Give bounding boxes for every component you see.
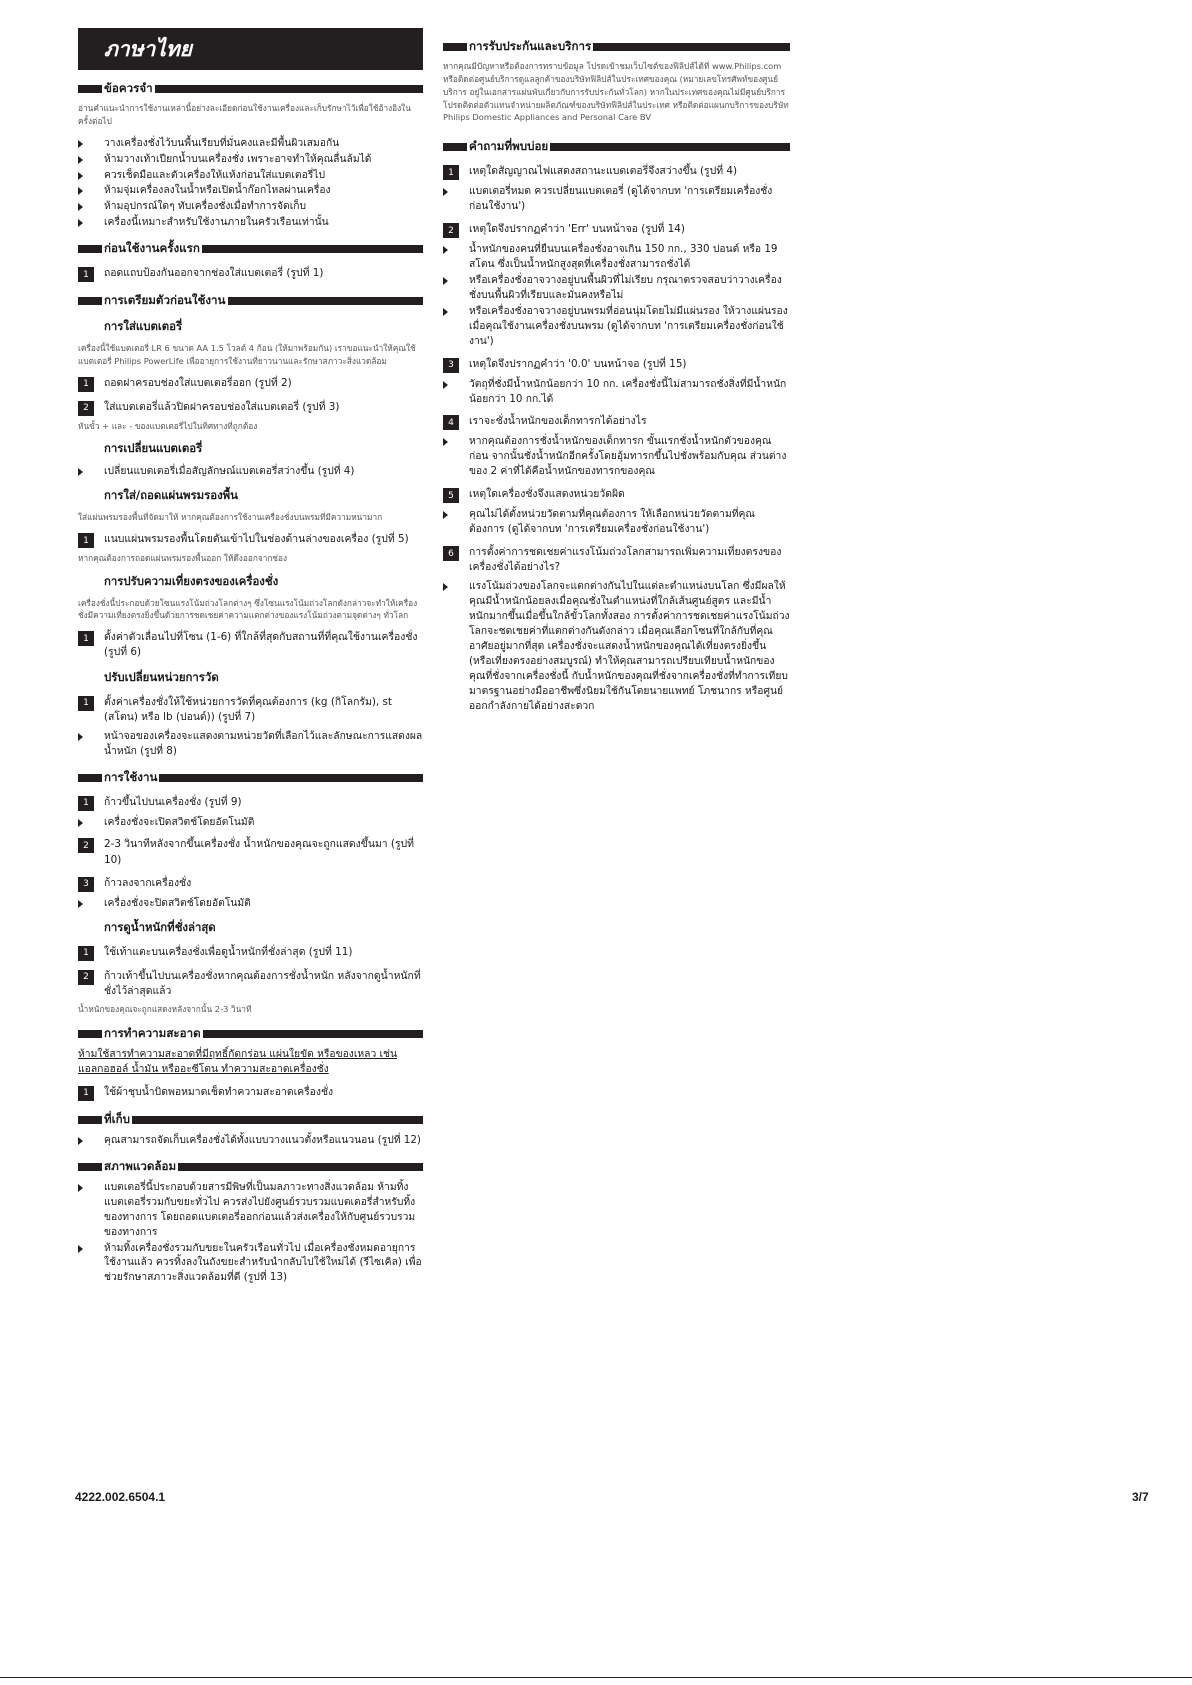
list-item: แบตเตอรี่นี้ประกอบด้วยสารมีพิษที่เป็นมลภาวะทางสิ่งแวดล้อม ห้ามทิ้งแบตเตอรี่รวมกับขยะทั่วไป ควรส่งไปยังศูนย์รวบรวมแบตเตอรี่สำหรับทิ้งของทางการ โดยถอดแบตเตอรี่ออกก่อนแล้วส่งเครื่องให้กับศูนย์รวบรวมของทางการ: [78, 1180, 423, 1240]
list-item: ห้ามทิ้งเครื่องชั่งรวมกับขยะในครัวเรือนทั่วไป เมื่อเครื่องชั่งหมดอายุการใช้งานแล้ว ควรทิ้งลงในถังขยะสำหรับนำกลับไปใช้ใหม่ได้ (รีไซเคิล) เพื่อช่วยรักษาสภาวะสิ่งแวดล้อมที่ดี (รูปที่ 13): [78, 1241, 423, 1286]
faq-item: 1 เหตุใดสัญญาณไฟแสดงสถานะแบตเตอรี่จึงสว่างขึ้น (รูปที่ 4) แบตเตอรี่หมด ควรเปลี่ยนแบตเตอรี่ (ดูได้จากบท 'การเตรียมเครื่องชั่งก่อนใช้งาน'): [443, 164, 790, 214]
bullet-icon: [78, 187, 83, 195]
bullet-icon: [78, 819, 83, 827]
list-item: น้ำหนักของคนที่ยืนบนเครื่องชั่งอาจเกิน 150 กก., 330 ปอนด์ หรือ 19 สโตน ซึ่งเป็นน้ำหนักสูงสุดที่เครื่องชั่งสามารถชั่งได้: [443, 242, 790, 272]
step: 1 ถอดฝาครอบช่องใส่แบตเตอรี่ออก (รูปที่ 2): [78, 376, 423, 392]
step-number: 1: [78, 631, 94, 646]
bullet-icon: [78, 140, 83, 148]
bullet-icon: [443, 188, 448, 196]
carpet-subheading: การใส่/ถอดแผ่นพรมรองพื้น: [104, 488, 238, 503]
step-number: 4: [443, 415, 459, 430]
list-item: หรือเครื่องชั่งอาจวางอยู่บนพรมที่อ่อนนุ่มโดยไม่มีแผ่นรอง ให้วางแผ่นรองเมื่อคุณใช้งานเครื่องชั่งบนพรม (ดูได้จากบท 'การเตรียมเครื่องชั่งก่อนใช้งาน'): [443, 304, 790, 349]
unit-subheading: ปรับเปลี่ยนหน่วยการวัด: [104, 669, 219, 684]
bullet-icon: [78, 1137, 83, 1145]
step-number: 1: [78, 1086, 94, 1101]
use-bullet-list: [78, 896, 423, 911]
bullet-icon: [443, 438, 448, 446]
storage-bullet-list: [78, 1133, 423, 1148]
language-title: ภาษาไทย: [78, 28, 423, 70]
list-item: เครื่องชั่งจะเปิดสวิตช์โดยอัตโนมัติ: [78, 815, 423, 830]
section-cleaning-heading: การทำความสะอาด: [78, 1025, 423, 1043]
step-number: 1: [78, 696, 94, 711]
bullet-icon: [443, 246, 448, 254]
section-faq-heading: คำถามที่พบบ่อย: [443, 138, 790, 156]
bullet-icon: [78, 1184, 83, 1192]
replace-bullet-list: [78, 464, 423, 479]
right-column: [443, 28, 790, 720]
faq-item: 2 เหตุใดจึงปรากฏคำว่า 'Err' บนหน้าจอ (รูปที่ 14) น้ำหนักของคนที่ยืนบนเครื่องชั่งอาจเกิน 150 กก., 330 ปอนด์ หรือ 19 สโตน ซึ่งเป็นน้ำหนักสูงสุดที่เครื่องชั่งสามารถชั่งได้ หรือเครื่องชั่งอาจวางอยู่บนพื้นผิวที่ไม่เรียบ กรุณาตรวจสอบว่าวางเครื่องชั่งบนพื้นผิวที่เรียบและมั่นคงหรือไม่ หรือเครื่องชั่งอาจวางอยู่บนพรมที่อ่อนนุ่มโดยไม่มีแผ่นรอง ให้วางแผ่นรองเมื่อคุณใช้งานเครื่องชั่งบนพรม (ดูได้จากบท 'การเตรียมเครื่องชั่งก่อนใช้งาน'): [443, 222, 790, 348]
bullet-icon: [78, 156, 83, 164]
accuracy-subheading: การปรับความเที่ยงตรงของเครื่องชั่ง: [104, 573, 279, 588]
list-item: หน้าจอของเครื่องจะแสดงตามหน่วยวัดที่เลือกไว้และลักษณะการแสดงผลน้ำหนัก (รูปที่ 8): [78, 729, 423, 759]
step-number: 3: [78, 877, 94, 892]
list-item: เครื่องนี้เหมาะสำหรับใช้งานภายในครัวเรือนเท่านั้น: [78, 215, 423, 230]
step: 3 ก้าวลงจากเครื่องชั่ง: [78, 876, 423, 892]
step-number: 2: [78, 401, 94, 416]
step-number: 5: [443, 488, 459, 503]
unit-bullet-list: [78, 729, 423, 759]
divider: [0, 1677, 1192, 1678]
bullet-icon: [443, 277, 448, 285]
list-item: แรงโน้มถ่วงของโลกจะแตกต่างกันไปในแต่ละตำแหน่งบนโลก ซึ่งมีผลให้คุณมีน้ำหนักน้อยลงเมื่อคุณชั่งในตำแหน่งที่ใกล้เส้นศูนย์สูตร และมีน้ำหนักมากขึ้นเมื่อขึ้นใกล้ขั้วโลกทั้งสอง การตั้งค่าการชดเชยค่าแรงโน้มถ่วงโลกจะชดเชยค่าที่แตกต่างกันดังกล่าว เมื่อคุณเลือกโซนที่ใกล้กับที่คุณอาศัยอยู่มากที่สุด เครื่องชั่งจะแสดงน้ำหนักของคุณได้เที่ยงตรงยิ่งขึ้น (หรือเที่ยงตรงอย่างสมบูรณ์) ทำให้คุณสามารถเปรียบเทียบน้ำหนักของคุณที่ชั่งจากเครื่องชั่งนี้ กับน้ำหนักของคุณที่ชั่งจากเครื่องชั่งที่ทำการเทียบมาตรฐานอย่างมืออาชีพซึ่งนิยมใช้กันโดยนายแพทย์ โภชนากร หรือศูนย์ออกกำลังกายได้อย่างสะดวก: [443, 579, 790, 713]
list-item: หากคุณต้องการชั่งน้ำหนักของเด็กทารก ขั้นแรกชั่งน้ำหนักตัวของคุณก่อน จากนั้นชั่งน้ำหนักอีกครั้งโดยอุ้มทารกขึ้นไปชั่งพร้อมกับคุณ ส่วนต่างของ 2 ค่าที่ได้คือน้ำหนักของทารกของคุณ: [443, 434, 790, 479]
bullet-icon: [78, 172, 83, 180]
bullet-icon: [443, 381, 448, 389]
step-number: 6: [443, 546, 459, 561]
section-use-heading: การใช้งาน: [78, 769, 423, 787]
step-number: 1: [78, 377, 94, 392]
list-item: ห้ามอุปกรณ์ใดๆ ทับเครื่องชั่งเมื่อทำการจัดเก็บ: [78, 199, 423, 214]
list-item: คุณสามารถจัดเก็บเครื่องชั่งได้ทั้งแบบวางแนวตั้งหรือแนวนอน (รูปที่ 12): [78, 1133, 423, 1148]
faq-item: 6 การตั้งค่าการชดเชยค่าแรงโน้มถ่วงโลกสามารถเพิ่มความเที่ยงตรงของเครื่องชั่งได้อย่างไร? แรงโน้มถ่วงของโลกจะแตกต่างกันไปในแต่ละตำแหน่งบนโลก ซึ่งมีผลให้คุณมีน้ำหนักน้อยลงเมื่อคุณชั่งในตำแหน่งที่ใกล้เส้นศูนย์สูตร และมีน้ำหนักมากขึ้นเมื่อขึ้นใกล้ขั้วโลกทั้งสอง การตั้งค่าการชดเชยค่าแรงโน้มถ่วงโลกจะชดเชยค่าที่แตกต่างกันดังกล่าว เมื่อคุณเลือกโซนที่ใกล้กับที่คุณอาศัยอยู่มากที่สุด เครื่องชั่งจะแสดงน้ำหนักของคุณได้เที่ยงตรงยิ่งขึ้น (หรือเที่ยงตรงอย่างสมบูรณ์) ทำให้คุณสามารถเปรียบเทียบน้ำหนักของคุณที่ชั่งจากเครื่องชั่งนี้ กับน้ำหนักของคุณที่ชั่งจากเครื่องชั่งที่ทำการเทียบมาตรฐานอย่างมืออาชีพซึ่งนิยมใช้กันโดยนายแพทย์ โภชนากร หรือศูนย์ออกกำลังกายได้อย่างสะดวก: [443, 545, 790, 713]
faq-item: 5 เหตุใดเครื่องชั่งจึงแสดงหน่วยวัดผิด คุณไม่ได้ตั้งหน่วยวัดตามที่คุณต้องการ ให้เลือกหน่วยวัดตามที่คุณต้องการ (ดูได้จากบท 'การเตรียมเครื่องชั่งก่อนใช้งาน'): [443, 487, 790, 537]
bullet-icon: [78, 468, 83, 476]
bullet-icon: [443, 511, 448, 519]
notice-bullet-list: [78, 136, 423, 231]
list-item: ห้ามวางเท้าเปียกน้ำบนเครื่องชั่ง เพราะอาจทำให้คุณลื่นล้มได้: [78, 152, 423, 167]
section-first-use-heading: ก่อนใช้งานครั้งแรก: [78, 240, 423, 258]
step: 1 ตั้งค่าเครื่องชั่งให้ใช้หน่วยการวัดที่คุณต้องการ (kg (กิโลกรัม), st (สโตน) หรือ lb (ปอนด์)) (รูปที่ 7): [78, 695, 423, 725]
last-weight-subheading: การดูน้ำหนักที่ชั่งล่าสุด: [104, 919, 216, 934]
list-item: หรือเครื่องชั่งอาจวางอยู่บนพื้นผิวที่ไม่เรียบ กรุณาตรวจสอบว่าวางเครื่องชั่งบนพื้นผิวที่เรียบและมั่นคงหรือไม่: [443, 273, 790, 303]
step: 2 2-3 วินาทีหลังจากขึ้นเครื่องชั่ง น้ำหนักของคุณจะถูกแสดงขึ้นมา (รูปที่ 10): [78, 837, 423, 867]
step: 2 ก้าวเท้าขึ้นไปบนเครื่องชั่งหากคุณต้องการชั่งน้ำหนัก หลังจากดูน้ำหนักที่ชั่งไว้ล่าสุดแล้ว: [78, 969, 423, 999]
section-storage-heading: ที่เก็บ: [78, 1111, 423, 1129]
list-item: เครื่องชั่งจะปิดสวิตช์โดยอัตโนมัติ: [78, 896, 423, 911]
step-number: 1: [78, 946, 94, 961]
bullet-icon: [78, 733, 83, 741]
list-item: คุณไม่ได้ตั้งหน่วยวัดตามที่คุณต้องการ ให้เลือกหน่วยวัดตามที่คุณต้องการ (ดูได้จากบท 'การเตรียมเครื่องชั่งก่อนใช้งาน'): [443, 507, 790, 537]
step-number: 2: [78, 838, 94, 853]
list-item: แบตเตอรี่หมด ควรเปลี่ยนแบตเตอรี่ (ดูได้จากบท 'การเตรียมเครื่องชั่งก่อนใช้งาน'): [443, 184, 790, 214]
step-number: 1: [78, 267, 94, 282]
battery-note: หันขั้ว + และ - ของแบตเตอรี่ไปในทิศทางที่ถูกต้อง: [78, 420, 258, 431]
guarantee-paragraph: หากคุณมีปัญหาหรือต้องการทราบข้อมูล โปรดเข้าชมเว็บไซต์ของฟิลิปส์ได้ที่ www.Philips.com หรือติดต่อศูนย์บริการดูแลลูกค้าของบริษัทฟิลิปส์ในประเทศของคุณ (หมายเลขโทรศัพท์ของศูนย์บริการ อยู่ในเอกสารแผ่นพับเกี่ยวกับการรับประกันทั่วโลก) หากในประเทศของคุณไม่มีศูนย์บริการ โปรดติดต่อตัวแทนจำหน่ายผลิตภัณฑ์ของบริษัทฟิลิปส์ในประเทศ หรือติดต่อแผนกบริการของบริษัท Philips Domestic Appliances and Personal Care BV: [443, 61, 789, 123]
use-bullet-list: [78, 815, 423, 830]
battery-paragraph: เครื่องนี้ใช้แบตเตอรี่ LR 6 ขนาด AA 1.5 โวลต์ 4 ก้อน (ให้มาพร้อมกัน) เราขอแนะนำให้คุณใช้แบตเตอรี่ Philips PowerLife เพื่ออายุการใช้งานที่ยาวนานและรักษาสภาวะสิ่งแวดล้อม: [78, 343, 416, 367]
accuracy-paragraph: เครื่องชั่งนี้ประกอบด้วยโซนแรงโน้มถ่วงโลกต่างๆ ซึ่งโซนแรงโน้มถ่วงโลกดังกล่าวจะทำให้เครื่องชั่งมีความเที่ยงตรงยิ่งขึ้นด้วยการชดเชยค่าความแตกต่างของแรงโน้มถ่วงตามจุดต่างๆ ทั่วโลก: [78, 597, 418, 621]
carpet-note: หากคุณต้องการถอดแผ่นพรมรองพื้นออก ให้ดึงออกจากช่อง: [78, 553, 288, 564]
bullet-icon: [78, 900, 83, 908]
list-item: ห้ามจุ่มเครื่องลงในน้ำหรือเปิดน้ำก๊อกไหลผ่านเครื่อง: [78, 183, 423, 198]
bullet-icon: [443, 583, 448, 591]
section-guarantee-heading: การรับประกันและบริการ: [443, 38, 790, 56]
step-number: 1: [443, 165, 459, 180]
section-notice-heading: ข้อควรจำ: [78, 80, 423, 98]
carpet-paragraph: ใส่แผ่นพรมรองพื้นที่จัดมาให้ หากคุณต้องการใช้งานเครื่องชั่งบนพรมที่มีความหนามาก: [78, 512, 383, 523]
cleaning-warning: ห้ามใช้สารทำความสะอาดที่มีฤทธิ์กัดกร่อน แผ่นใยขัด หรือของเหลว เช่น แอลกอฮอล์ น้ำมัน หรืออะซีโตน ทำความสะอาดเครื่องชั่ง: [78, 1048, 398, 1076]
bullet-icon: [78, 219, 83, 227]
page-number: 3/7: [1132, 1490, 1149, 1504]
list-item: ควรเช็ดมือและตัวเครื่องให้แห้งก่อนใส่แบตเตอรี่ไป: [78, 168, 423, 183]
document-code: 4222.002.6504.1: [75, 1490, 166, 1504]
step: 1 ใช้เท้าแตะบนเครื่องชั่งเพื่อดูน้ำหนักที่ชั่งล่าสุด (รูปที่ 11): [78, 945, 423, 961]
step-number: 1: [78, 796, 94, 811]
section-environment-heading: สภาพแวดล้อม: [78, 1158, 423, 1176]
environment-bullet-list: [78, 1180, 423, 1285]
left-column: [78, 28, 423, 1291]
bullet-icon: [78, 1245, 83, 1253]
section-prepare-heading: การเตรียมตัวก่อนใช้งาน: [78, 292, 423, 310]
replace-battery-subheading: การเปลี่ยนแบตเตอรี่: [104, 441, 203, 456]
step-number: 2: [443, 223, 459, 238]
step: 1 ตั้งค่าตัวเลื่อนไปที่โซน (1-6) ที่ใกล้ที่สุดกับสถานที่ที่คุณใช้งานเครื่องชั่ง (รูปที่ 6): [78, 630, 423, 660]
bullet-icon: [78, 203, 83, 211]
step: 1 แนบแผ่นพรมรองพื้นโดยดันเข้าไปในช่องด้านล่างของเครื่อง (รูปที่ 5): [78, 532, 423, 548]
step: 1 ถอดแถบป้องกันออกจากช่องใส่แบตเตอรี่ (รูปที่ 1): [78, 266, 423, 282]
battery-subheading: การใส่แบตเตอรี่: [104, 319, 183, 334]
step-number: 3: [443, 358, 459, 373]
step-number: 2: [78, 970, 94, 985]
step: 1 ก้าวขึ้นไปบนเครื่องชั่ง (รูปที่ 9): [78, 795, 423, 811]
list-item: วัตถุที่ชั่งมีน้ำหนักน้อยกว่า 10 กก. เครื่องชั่งนี้ไม่สามารถชั่งสิ่งที่มีน้ำหนักน้อยกว่า 10 กก.ได้: [443, 377, 790, 407]
notice-intro: อ่านคำแนะนำการใช้งานเหล่านี้อย่างละเอียดก่อนใช้งานเครื่องและเก็บรักษาไว้เพื่อใช้อ้างอิงในครั้งต่อไป: [78, 103, 411, 126]
step: 2 ใส่แบตเตอรี่แล้วปิดฝาครอบช่องใส่แบตเตอรี่ (รูปที่ 3): [78, 400, 423, 416]
list-item: วางเครื่องชั่งไว้บนพื้นเรียบที่มั่นคงและมีพื้นผิวเสมอกัน: [78, 136, 423, 151]
step-number: 1: [78, 533, 94, 548]
last-weight-note: น้ำหนักของคุณจะถูกแสดงหลังจากนั้น 2-3 วินาที: [78, 1003, 252, 1014]
faq-item: 3 เหตุใดจึงปรากฏคำว่า '0.0' บนหน้าจอ (รูปที่ 15) วัตถุที่ชั่งมีน้ำหนักน้อยกว่า 10 กก. เครื่องชั่งนี้ไม่สามารถชั่งสิ่งที่มีน้ำหนักน้อยกว่า 10 กก.ได้: [443, 357, 790, 407]
step: 1 ใช้ผ้าชุบน้ำบิดพอหมาดเช็ดทำความสะอาดเครื่องชั่ง: [78, 1085, 423, 1101]
bullet-icon: [443, 308, 448, 316]
faq-item: 4 เราจะชั่งน้ำหนักของเด็กทารกได้อย่างไร หากคุณต้องการชั่งน้ำหนักของเด็กทารก ขั้นแรกชั่งน้ำหนักตัวของคุณก่อน จากนั้นชั่งน้ำหนักอีกครั้งโดยอุ้มทารกขึ้นไปชั่งพร้อมกับคุณ ส่วนต่างของ 2 ค่าที่ได้คือน้ำหนักของทารกของคุณ: [443, 414, 790, 479]
list-item: เปลี่ยนแบตเตอรี่เมื่อสัญลักษณ์แบตเตอรี่สว่างขึ้น (รูปที่ 4): [78, 464, 423, 479]
